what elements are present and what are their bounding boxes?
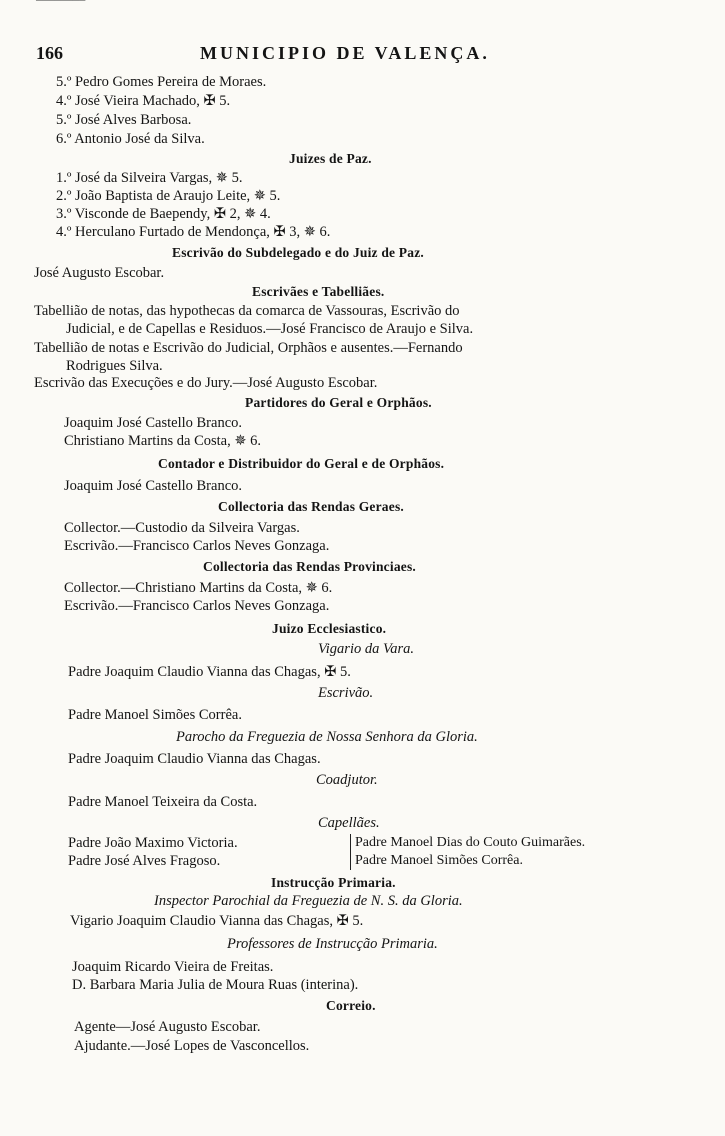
list-item: D. Barbara Maria Julia de Moura Ruas (interina).	[72, 977, 359, 993]
entry: Ajudante.—José Lopes de Vasconcellos.	[74, 1038, 310, 1054]
section-heading-juizo-ecclesiastico: Juizo Ecclesiastico.	[272, 621, 387, 636]
section-heading-collectoria-geraes: Collectoria das Rendas Geraes.	[218, 499, 404, 514]
list-item: 6.º Antonio José da Silva.	[56, 131, 205, 147]
section-heading-partidores: Partidores do Geral e Orphãos.	[245, 395, 432, 410]
entry: Joaquim José Castello Branco.	[64, 478, 243, 494]
entry: Collector.—Custodio da Silveira Vargas.	[64, 520, 300, 536]
subheading-coadjutor: Coadjutor.	[316, 772, 378, 788]
list-item: 1.º José da Silveira Vargas, ✵ 5.	[56, 170, 243, 186]
list-item: Padre João Maximo Victoria.	[68, 835, 238, 851]
subheading-professores: Professores de Instrucção Primaria.	[227, 936, 438, 952]
entry-line: Rodrigues Silva.	[66, 358, 163, 374]
list-item: 4.º Herculano Furtado de Mendonça, ✠ 3, ✵ 6.	[56, 224, 331, 240]
entry: Escrivão.—Francisco Carlos Neves Gonzaga.	[64, 538, 330, 554]
list-item: Joaquim Ricardo Vieira de Freitas.	[72, 959, 274, 975]
list-item: Joaquim José Castello Branco.	[64, 415, 243, 431]
entry: Escrivão.—Francisco Carlos Neves Gonzaga.	[64, 598, 330, 614]
section-heading-correio: Correio.	[326, 998, 376, 1013]
section-heading-escrivao-subdelegado: Escrivão do Subdelegado e do Juiz de Paz.	[172, 245, 424, 260]
list-item: 4.º José Vieira Machado, ✠ 5.	[56, 93, 231, 109]
section-heading-juizes-de-paz: Juizes de Paz.	[289, 151, 372, 166]
entry: José Augusto Escobar.	[34, 265, 165, 281]
entry-line: Tabellião de notas e Escrivão do Judicial, Orphãos e ausentes.—Fernando	[34, 340, 463, 356]
entry: Agente—José Augusto Escobar.	[74, 1019, 261, 1035]
entry: Padre Joaquim Claudio Vianna das Chagas.	[68, 751, 321, 767]
section-heading-instruccao: Instrucção Primaria.	[271, 875, 396, 890]
page-number: 166	[36, 43, 63, 63]
subheading-inspector: Inspector Parochial da Freguezia de N. S. da Gloria.	[154, 893, 463, 909]
subheading-parocho: Parocho da Freguezia de Nossa Senhora da Gloria.	[176, 729, 478, 745]
list-item: Christiano Martins da Costa, ✵ 6.	[64, 433, 262, 449]
list-item: 3.º Visconde de Baependy, ✠ 2, ✵ 4.	[56, 206, 271, 222]
entry: Collector.—Christiano Martins da Costa, ✵ 6.	[64, 580, 333, 596]
list-item: Padre José Alves Fragoso.	[68, 853, 221, 869]
list-item: 5.º José Alves Barbosa.	[56, 112, 192, 128]
list-item: Padre Manoel Simões Corrêa.	[355, 853, 523, 868]
section-heading-escrivaes-tabelliaes: Escrivães e Tabelliães.	[252, 284, 385, 299]
entry-line: Tabellião de notas, das hypothecas da comarca de Vassouras, Escrivão do	[34, 303, 460, 319]
section-heading-collectoria-provinciaes: Collectoria das Rendas Provinciaes.	[203, 559, 416, 574]
entry: Vigario Joaquim Claudio Vianna das Chagas, ✠ 5.	[70, 913, 364, 929]
column-divider	[350, 834, 351, 870]
scan-artifact: ▔▔▔▔▔▔▔▔	[36, 0, 86, 9]
subheading-escrivao: Escrivão.	[318, 685, 374, 701]
section-heading-contador: Contador e Distribuidor do Geral e de Orphãos.	[158, 456, 445, 471]
list-item: 2.º João Baptista de Araujo Leite, ✵ 5.	[56, 188, 281, 204]
entry: Padre Manoel Teixeira da Costa.	[68, 794, 258, 810]
entry: Padre Manoel Simões Corrêa.	[68, 707, 242, 723]
list-item: Padre Manoel Dias do Couto Guimarães.	[355, 835, 586, 850]
page-title: MUNICIPIO DE VALENÇA.	[200, 43, 490, 63]
subheading-vigario-da-vara: Vigario da Vara.	[318, 641, 414, 657]
entry-line: Escrivão das Execuções e do Jury.—José Augusto Escobar.	[34, 375, 378, 391]
list-item: 5.º Pedro Gomes Pereira de Moraes.	[56, 74, 267, 90]
subheading-capellaes: Capellães.	[318, 815, 380, 831]
entry: Padre Joaquim Claudio Vianna das Chagas, ✠ 5.	[68, 664, 351, 680]
entry-line: Judicial, e de Capellas e Residuos.—José Francisco de Araujo e Silva.	[66, 321, 474, 337]
